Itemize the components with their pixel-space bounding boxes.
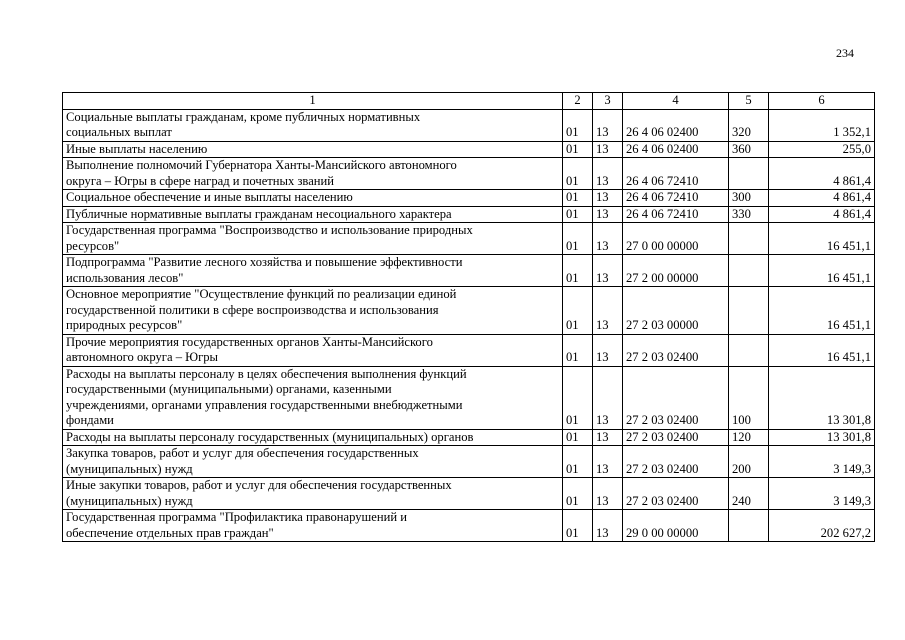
table-header-row <box>63 93 875 110</box>
target-article-cell: 27 2 03 02400 <box>623 334 729 366</box>
expense-name-cell <box>63 206 563 223</box>
expense-name-cell <box>63 255 563 287</box>
target-article-cell: 27 2 03 02400 <box>623 478 729 510</box>
expense-name-line: (муниципальных) нужд <box>66 461 193 476</box>
expense-name-line: Иные закупки товаров, работ и услуг для обеспечения государственных <box>66 478 452 492</box>
expense-name-line: фондами <box>66 413 114 427</box>
expense-type-cell: 320 <box>729 109 769 141</box>
amount-cell: 4 861,4 <box>769 158 875 190</box>
target-article-cell: 27 0 00 00000 <box>623 223 729 255</box>
amount-cell: 16 451,1 <box>769 287 875 335</box>
expense-name-cell <box>63 510 563 542</box>
subsection-code-cell: 13 <box>593 429 623 446</box>
section-code-cell: 01 <box>563 429 593 446</box>
budget-table <box>62 92 875 542</box>
expense-name-line: автономного округа – Югры <box>66 350 219 364</box>
subsection-code-cell: 13 <box>593 255 623 287</box>
target-article-cell: 26 4 06 72410 <box>623 190 729 207</box>
subsection-code-cell: 13 <box>593 158 623 190</box>
table-row <box>63 510 875 542</box>
section-code-cell: 01 <box>563 366 593 429</box>
amount-cell: 3 149,3 <box>769 478 875 510</box>
target-article-cell: 26 4 06 02400 <box>623 109 729 141</box>
expense-name-line: Расходы на выплаты персоналу государственных (муниципальных) органов <box>66 429 474 444</box>
section-code-cell: 01 <box>563 255 593 287</box>
amount-cell: 202 627,2 <box>769 510 875 542</box>
expense-name-line: учреждениями, органами управления государственными внебюджетными <box>66 397 463 412</box>
section-code-cell: 01 <box>563 510 593 542</box>
table-row <box>63 429 875 446</box>
amount-cell: 16 451,1 <box>769 223 875 255</box>
section-code-cell: 01 <box>563 109 593 141</box>
expense-name-line: государственной политики в сфере воспроизводства и использования <box>66 302 439 317</box>
expense-name-line: государственными (муниципальными) органами, казенными <box>66 382 392 396</box>
expense-name-cell <box>63 478 563 510</box>
target-article-cell: 27 2 00 00000 <box>623 255 729 287</box>
expense-type-cell: 200 <box>729 446 769 478</box>
table-row <box>63 190 875 207</box>
column-header-6: 6 <box>769 93 875 110</box>
expense-name-line: Прочие мероприятия государственных органов Ханты-Мансийского <box>66 334 433 349</box>
subsection-code-cell: 13 <box>593 223 623 255</box>
expense-type-cell <box>729 510 769 542</box>
amount-cell: 16 451,1 <box>769 255 875 287</box>
expense-type-cell: 300 <box>729 190 769 207</box>
table-body <box>63 93 875 542</box>
subsection-code-cell: 13 <box>593 366 623 429</box>
table-row <box>63 158 875 190</box>
expense-name-line: Подпрограмма "Развитие лесного хозяйства и повышение эффективности <box>66 255 463 269</box>
section-code-cell: 01 <box>563 141 593 158</box>
column-header-3: 3 <box>593 93 623 110</box>
table-row <box>63 287 875 335</box>
expense-name-line: Государственная программа "Воспроизводство и использование природных <box>66 223 473 237</box>
amount-cell: 13 301,8 <box>769 366 875 429</box>
section-code-cell: 01 <box>563 478 593 510</box>
expense-name-cell <box>63 429 563 446</box>
section-code-cell: 01 <box>563 446 593 478</box>
expense-type-cell <box>729 158 769 190</box>
expense-type-cell <box>729 223 769 255</box>
target-article-cell: 26 4 06 02400 <box>623 141 729 158</box>
expense-type-cell <box>729 334 769 366</box>
expense-type-cell: 100 <box>729 366 769 429</box>
expense-name-cell <box>63 446 563 478</box>
expense-name-line: обеспечение отдельных прав граждан" <box>66 525 274 540</box>
expense-type-cell: 240 <box>729 478 769 510</box>
column-header-2: 2 <box>563 93 593 110</box>
column-header-1: 1 <box>63 93 563 110</box>
expense-name-line: округа – Югры в сфере наград и почетных званий <box>66 173 335 188</box>
subsection-code-cell: 13 <box>593 190 623 207</box>
expense-name-cell <box>63 141 563 158</box>
expense-name-line: Государственная программа "Профилактика правонарушений и <box>66 510 407 524</box>
section-code-cell: 01 <box>563 206 593 223</box>
expense-name-line: Закупка товаров, работ и услуг для обеспечения государственных <box>66 446 419 460</box>
target-article-cell: 27 2 03 00000 <box>623 287 729 335</box>
column-header-5: 5 <box>729 93 769 110</box>
expense-name-cell <box>63 109 563 141</box>
table-row <box>63 366 875 429</box>
target-article-cell: 26 4 06 72410 <box>623 206 729 223</box>
expense-type-cell: 330 <box>729 206 769 223</box>
expense-name-line: Публичные нормативные выплаты гражданам несоциального характера <box>66 206 452 221</box>
subsection-code-cell: 13 <box>593 206 623 223</box>
expense-name-line: Основное мероприятие "Осуществление функций по реализации единой <box>66 287 457 301</box>
subsection-code-cell: 13 <box>593 109 623 141</box>
expense-name-cell <box>63 287 563 335</box>
expense-type-cell: 120 <box>729 429 769 446</box>
expense-name-cell <box>63 223 563 255</box>
amount-cell: 4 861,4 <box>769 206 875 223</box>
subsection-code-cell: 13 <box>593 141 623 158</box>
subsection-code-cell: 13 <box>593 478 623 510</box>
table-row <box>63 223 875 255</box>
table-row <box>63 255 875 287</box>
expense-name-cell <box>63 366 563 429</box>
subsection-code-cell: 13 <box>593 446 623 478</box>
table-row <box>63 109 875 141</box>
expense-type-cell <box>729 255 769 287</box>
expense-name-line: использования лесов" <box>66 270 184 285</box>
amount-cell: 1 352,1 <box>769 109 875 141</box>
expense-name-line: Иные выплаты населению <box>66 141 208 156</box>
target-article-cell: 29 0 00 00000 <box>623 510 729 542</box>
expense-name-line: природных ресурсов" <box>66 318 183 332</box>
expense-name-cell <box>63 158 563 190</box>
subsection-code-cell: 13 <box>593 334 623 366</box>
amount-cell: 255,0 <box>769 141 875 158</box>
expense-type-cell <box>729 287 769 335</box>
table-row <box>63 334 875 366</box>
amount-cell: 3 149,3 <box>769 446 875 478</box>
expense-name-line: (муниципальных) нужд <box>66 493 193 508</box>
expense-name-line: Социальные выплаты гражданам, кроме публичных нормативных <box>66 109 421 124</box>
table-row <box>63 206 875 223</box>
table-row <box>63 141 875 158</box>
expense-name-line: ресурсов" <box>66 238 120 253</box>
expense-name-line: Выполнение полномочий Губернатора Ханты-Мансийского автономного <box>66 158 457 172</box>
expense-type-cell: 360 <box>729 141 769 158</box>
amount-cell: 13 301,8 <box>769 429 875 446</box>
amount-cell: 4 861,4 <box>769 190 875 207</box>
section-code-cell: 01 <box>563 334 593 366</box>
section-code-cell: 01 <box>563 287 593 335</box>
expense-name-cell <box>63 190 563 207</box>
section-code-cell: 01 <box>563 158 593 190</box>
table-row <box>63 446 875 478</box>
expense-name-line: Социальное обеспечение и иные выплаты населению <box>66 190 353 204</box>
subsection-code-cell: 13 <box>593 287 623 335</box>
expense-name-line: Расходы на выплаты персоналу в целях обеспечения выполнения функций <box>66 366 467 381</box>
expense-name-cell <box>63 334 563 366</box>
target-article-cell: 26 4 06 72410 <box>623 158 729 190</box>
target-article-cell: 27 2 03 02400 <box>623 366 729 429</box>
subsection-code-cell: 13 <box>593 510 623 542</box>
page-number: 234 <box>836 46 854 60</box>
target-article-cell: 27 2 03 02400 <box>623 429 729 446</box>
section-code-cell: 01 <box>563 223 593 255</box>
column-header-4: 4 <box>623 93 729 110</box>
table-row <box>63 478 875 510</box>
amount-cell: 16 451,1 <box>769 334 875 366</box>
target-article-cell: 27 2 03 02400 <box>623 446 729 478</box>
expense-name-line: социальных выплат <box>66 125 172 139</box>
section-code-cell: 01 <box>563 190 593 207</box>
